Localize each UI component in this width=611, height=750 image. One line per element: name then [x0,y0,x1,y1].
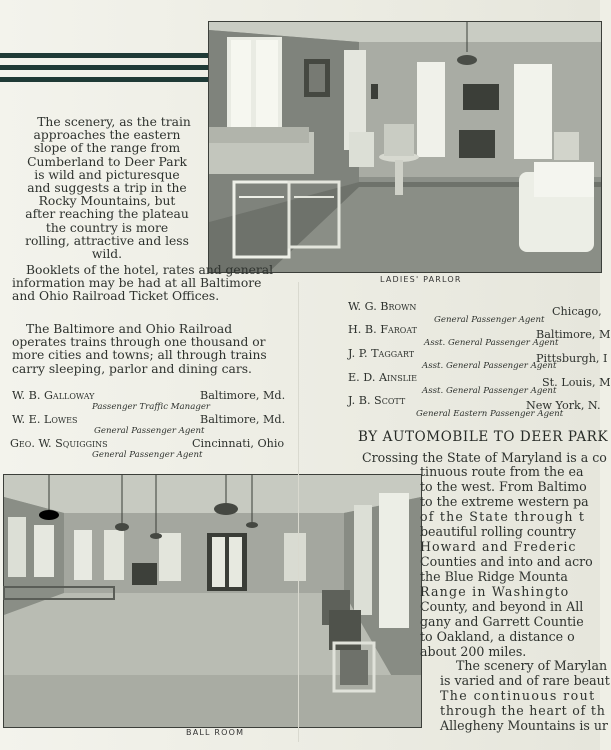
agent-title: Asst. General Passenger Agent [424,338,559,348]
agent-city: New York, N. [526,399,601,412]
text-line: Howard and Frederic [420,539,577,554]
text-line: The continuous rout [440,688,596,703]
agent-name: J. P. Taggart [348,347,415,360]
agent-name: H. B. Faroat [348,323,417,336]
text-line: to the extreme western pa [420,494,589,509]
text-line: to the west. From Baltimo [420,479,587,494]
agent-title: General Passenger Agent [434,315,545,325]
ladies-parlor-image [209,22,601,272]
text-line: Counties and into and acro [420,554,593,569]
agent-city: Baltimore, M [536,328,611,341]
text-line: the Blue Ridge Mounta [420,569,568,584]
text-line: through the heart of th [440,703,606,718]
agent-city: Pittsburgh, I [536,352,608,365]
agent-city: Baltimore, Md. [200,413,286,426]
agent-name: J. B. Scott [348,394,406,407]
agent-city: Chicago, [552,305,602,318]
ladies-parlor-photo [208,21,602,273]
text-line: The scenery of Marylan [456,658,608,673]
agent-entry [12,389,286,413]
text-line: Crossing the State of Maryland is a co [362,450,607,465]
agent-entry [348,394,600,418]
text-line: County, and beyond in All [420,599,584,614]
decorative-rule [0,53,208,58]
agent-entry [10,437,285,461]
ball-room-image [4,475,421,727]
decorative-rule [0,65,208,70]
agent-title: General Eastern Passenger Agent [416,409,564,419]
agent-name: Geo. W. Squiggins [10,437,108,450]
agent-title: Asst. General Passenger Agent [422,361,557,371]
ball-room-photo [3,474,422,728]
text-line: of the State through t [420,509,586,524]
railroad-paragraph: The Baltimore and Ohio Railroad operates trains through one thousand or more cities and towns; all through trains carry sleeping, parlor and dining cars. [12,322,267,376]
agent-entry [348,323,611,348]
agent-entry [348,347,608,371]
agent-title: Asst. General Passenger Agent [422,386,557,396]
agent-city: Baltimore, Md. [200,389,286,402]
agent-city: St. Louis, M [542,376,611,389]
text-line: is varied and of rare beaut [440,673,610,688]
agent-entry [348,371,611,396]
agent-name: E. D. Ainslie [348,371,417,384]
text-line: to Oakland, a distance o [420,629,575,644]
agent-title: General Passenger Agent [94,426,205,436]
agent-entry [348,300,600,324]
ball-room-caption: BALL ROOM [186,728,245,737]
agent-name: W. G. Brown [348,300,417,313]
decorative-rule [0,77,208,82]
agent-title: General Passenger Agent [92,450,203,460]
text-line: tinuous route from the ea [420,464,584,479]
agent-name: W. B. Galloway [12,389,95,402]
agent-city: Cincinnati, Ohio [192,437,285,450]
scenery-paragraph: The scenery, as the train approaches the eastern slope of the range from Cumberland to Deer Park is wild and picturesque and suggests a trip in the Rocky Mountains, but after reaching the plateau the country is more rolling, attractive and less wild. [25,115,191,262]
text-line: beautiful rolling country [420,524,576,539]
booklets-paragraph: Booklets of the hotel, rates and general information may be had at all Baltimore and Ohio Railroad Ticket Offices. [12,263,274,304]
text-line: gany and Garrett Countie [420,614,584,629]
text-line: Allegheny Mountains is ur [440,718,608,733]
agent-title: Passenger Traffic Manager [92,402,211,412]
page-fold [298,282,299,742]
agent-entry [12,413,286,437]
agent-name: W. E. Lowes [12,413,78,426]
section-heading: BY AUTOMOBILE TO DEER PARK [358,429,609,445]
text-line: about 200 miles. [420,644,527,659]
ladies-parlor-caption: LADIES' PARLOR [380,275,462,284]
text-line: Range in Washingto [420,584,570,599]
